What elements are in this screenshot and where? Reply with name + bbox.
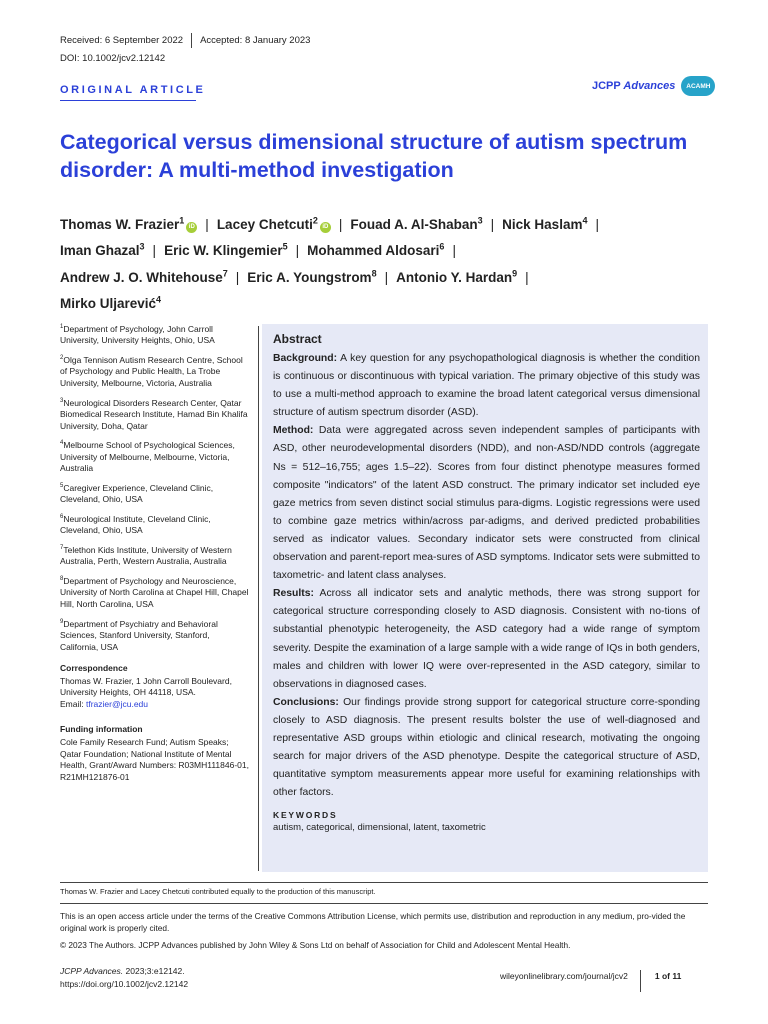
author-name[interactable]: Eric A. Youngstrom$^8$ [247, 268, 377, 285]
method-label: Method: [273, 425, 314, 437]
author-name[interactable]: Iman Ghazal$^3$ [60, 241, 145, 258]
author-separator: | [338, 216, 343, 232]
affiliation-item: $^2$Olga Tennison Autism Research Centre, School of Psychology and Public Health, La Trobe University, Melbourne, Victoria, Australia [60, 354, 243, 389]
license-rule [60, 903, 708, 904]
results-text: Across all indicator sets and analytic methods, there was strong support for categorical structure corresponding closely to ASD diagnosis. Consistent with no-tions of substantial phenotypic heterogeneity, the ASD category had a wide range of symptom severity. Despite the examination of a large sample with a wide range of IQs in both genders, males and children with lower IQ were over-represented in the ASD category, similar to observations in diagnosed cases. [273, 588, 700, 690]
affiliation-item: $^9$Department of Psychiatry and Behavioral Sciences, Stanford University, Stanford, California, USA [60, 618, 218, 652]
article-type: ORIGINAL ARTICLE [60, 84, 206, 96]
orcid-icon[interactable]: iD [186, 222, 197, 233]
citation-footer [60, 965, 188, 991]
affiliation-item: $^8$Department of Psychology and Neuroscience, University of North Carolina at Chapel Hill, Chapel Hill, North Carolina, USA [60, 575, 249, 609]
journal-logo[interactable] [592, 76, 715, 96]
abstract-body [273, 350, 700, 802]
conclusions-label: Conclusions: [273, 696, 339, 708]
footnote-rule [60, 882, 708, 883]
abstract-box [262, 324, 708, 872]
doi-url[interactable]: https://doi.org/10.1002/jcv2.12142 [60, 979, 189, 989]
author-affiliation-number: 6 [439, 241, 445, 252]
column-divider [258, 326, 259, 871]
correspondence-text: Thomas W. Frazier, 1 John Carroll Boulevard, University Heights, OH 44118, USA. [60, 675, 232, 698]
conclusions-text: Our findings provide strong support for categorical structure corre-sponding closely to ASD diagnosis. The present results bolster the use of well-diagnosed and representative ASD groups within etiologic and clinical research, motivating the ongoing search for major drivers of the ASD phenotype. Despite the categorical structure of ASD, quantitative symptom measurements appear more useful for examining relationships with other factors. [273, 696, 701, 799]
author-affiliation-number: 4 [582, 215, 588, 225]
abstract-background [273, 350, 700, 422]
author-name[interactable]: Andrew J. O. Whitehouse$^7$ [60, 268, 228, 285]
author-name[interactable]: Mohammed Aldosari$^6$ [307, 241, 445, 258]
affiliation-item: $^7$Telethon Kids Institute, University of Western Australia, Perth, Western Australia, Australia [60, 544, 232, 567]
author-affiliation-number: 7 [222, 268, 228, 278]
correspondence-block [60, 676, 250, 711]
affiliation-item: $^4$Melbourne School of Psychological Sciences, University of Melbourne, Melbourne, Victoria, Australia [60, 440, 235, 474]
article-type-underline [60, 100, 196, 101]
funding-heading: Funding information [60, 724, 143, 735]
author-name[interactable]: Lacey Chetcuti$^2$iD [217, 217, 331, 232]
author-name[interactable]: Mirko Uljarević$^4$ [60, 294, 162, 311]
article-dates [60, 33, 310, 48]
license-text: This is an open access article under the terms of the Creative Commons Attribution License, which permits use, distribution and reproduction in any medium, pro-vided the original work is properly cited. [60, 911, 686, 934]
affiliation-item: $^1$Department of Psychology, John Carroll University, University Heights, Ohio, USA [60, 323, 215, 346]
journal-name: JCPP Advances [592, 80, 676, 92]
page-number: 1 of 11 [654, 971, 682, 981]
author-separator: | [205, 216, 209, 232]
affiliation-item: $^3$Neurological Disorders Research Center, Qatar Biomedical Research Institute, Hamad Bin Khalifa University, Doha, Qatar [60, 397, 248, 431]
author-separator: | [235, 269, 240, 285]
contribution-footnote: Thomas W. Frazier and Lacey Chetcuti contributed equally to the production of this manuscript. [60, 887, 376, 896]
accepted-date: Accepted: 8 January 2023 [200, 35, 311, 46]
author-affiliation-number: 8 [371, 268, 377, 278]
orcid-icon[interactable]: iD [320, 222, 331, 233]
author-separator: | [452, 243, 456, 258]
author-affiliation-number: 5 [282, 241, 288, 252]
author-separator: | [295, 243, 300, 258]
doi[interactable]: DOI: 10.1002/jcv2.12142 [60, 53, 166, 64]
author-affiliation-number: 9 [512, 268, 518, 278]
author-separator: | [525, 269, 529, 285]
author-name[interactable]: Eric W. Klingemier$^5$ [164, 241, 288, 258]
journal-site-link[interactable]: wileyonlinelibrary.com/journal/jcv2 [500, 971, 628, 981]
license-block [60, 910, 708, 951]
copyright-text: © 2023 The Authors. JCPP Advances published by John Wiley & Sons Ltd on behalf of Association for Child and Adolescent Mental Health. [60, 939, 571, 950]
footer-divider [640, 970, 641, 992]
author-separator: | [595, 216, 599, 232]
abstract-results [273, 585, 700, 694]
author-separator: | [384, 269, 389, 285]
email-label: Email: [60, 698, 84, 709]
author-list [60, 209, 720, 315]
article-title: Categorical versus dimensional structure of autism spectrum disorder: A multi-method investigation [60, 130, 688, 182]
author-name[interactable]: Fouad A. Al-Shaban$^3$ [350, 215, 483, 232]
author-affiliation-number: 4 [156, 294, 162, 305]
divider [191, 33, 192, 48]
funding-text: Cole Family Research Fund; Autism Speaks; Qatar Foundation; National Institute of Mental Health, Grant/Award Numbers: R03MH111846-01, R21MH121876-01 [60, 737, 249, 782]
abstract-method [273, 422, 700, 585]
author-affiliation-number: 3 [139, 241, 145, 252]
correspondence-heading: Correspondence [60, 663, 128, 674]
page-footer [500, 965, 681, 987]
affiliation-item: $^5$Caregiver Experience, Cleveland Clinic, Cleveland, Ohio, USA [60, 482, 214, 505]
author-name[interactable]: Thomas W. Frazier$^1$iD [60, 217, 197, 232]
author-affiliation-number: 3 [477, 215, 483, 225]
method-text: Data were aggregated across seven independent samples of participants with ASD, other neurodevelopmental disorders (NDD), and non-ASD/NDD controls (aggregate Ns = 512–16,755; ages 1.5–22). Scores from four distinct phenotype measures formed composite "indicators" of the latent ASD construct. The primary indicator set included eye gaze metrics from seven distinct social stimulus para-digms. Logistic regressions were used to combine gaze metrics within/across par-adigms, and derived predicted probabilities served as indicator values. Secondary indicator sets were constructed from clinical observation and parent-report mea-sures of ASD symptoms. Indicator sets were submitted to taxometric- and latent class analyses. [273, 425, 700, 582]
author-name[interactable]: Nick Haslam$^4$ [502, 215, 588, 232]
acamh-logo: ACAMH [681, 76, 715, 96]
author-separator: | [490, 216, 495, 232]
author-name[interactable]: Antonio Y. Hardan$^9$ [396, 268, 518, 285]
background-text: A key question for any psychopathological diagnosis is whether the condition is continuous or discontinuous with typical variation. The primary objective of this study was to use a multi-method approach to examine the broad latent categorical versus dimensional structure of autism spectrum disorder (ASD). [273, 353, 700, 419]
affiliations-column [60, 322, 250, 783]
citation: JCPP Advances. 2023;3:e12142. [60, 966, 185, 976]
results-label: Results: [273, 588, 314, 600]
author-separator: | [152, 243, 157, 258]
affiliation-list [60, 322, 250, 653]
abstract-heading: Abstract [273, 332, 322, 346]
author-affiliation-number: 2 [312, 215, 318, 225]
abstract-conclusions [273, 694, 700, 803]
email-link[interactable]: tfrazier@jcu.edu [86, 698, 149, 709]
received-date: Received: 6 September 2022 [60, 35, 184, 46]
affiliation-item: $^6$Neurological Institute, Cleveland Clinic, Cleveland, Ohio, USA [60, 513, 211, 536]
keywords-list: autism, categorical, dimensional, latent, taxometric [273, 822, 486, 834]
author-affiliation-number: 1 [179, 215, 185, 225]
background-label: Background: [273, 353, 338, 364]
keywords-heading: KEYWORDS [273, 810, 338, 821]
